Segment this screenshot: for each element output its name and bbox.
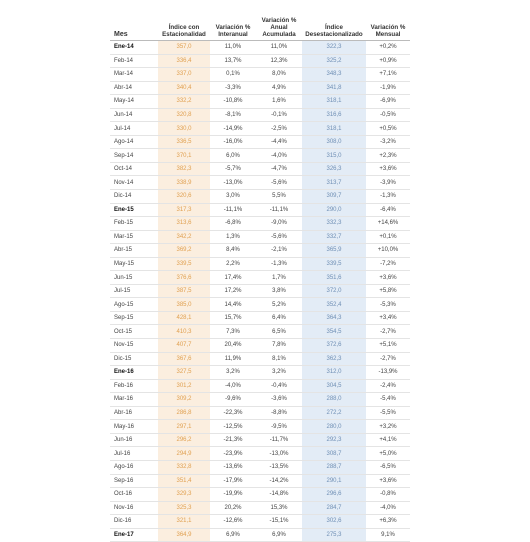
cell-indice-desestacionalizado: 302,6 bbox=[302, 515, 366, 529]
cell-variacion-anual-acumulada: -14,8% bbox=[256, 488, 302, 502]
table-row bbox=[110, 257, 410, 271]
header-variacion-anual-acumulada: Variación % Anual Acumulada bbox=[256, 4, 302, 41]
cell-indice-estacionalidad: 286,8 bbox=[158, 406, 210, 420]
cell-variacion-interanual: -22,3% bbox=[210, 406, 256, 420]
cell-variacion-anual-acumulada: -9,0% bbox=[256, 217, 302, 231]
cell-mes: Nov-16 bbox=[110, 501, 158, 515]
cell-indice-estacionalidad: 329,3 bbox=[158, 488, 210, 502]
cell-indice-estacionalidad: 342,2 bbox=[158, 230, 210, 244]
table-row bbox=[110, 149, 410, 163]
cell-variacion-anual-acumulada: -5,6% bbox=[256, 230, 302, 244]
cell-mes: Sep-15 bbox=[110, 311, 158, 325]
cell-variacion-mensual: -0,8% bbox=[366, 488, 410, 502]
cell-mes: Ene-17 bbox=[110, 528, 158, 542]
cell-variacion-anual-acumulada: -5,6% bbox=[256, 176, 302, 190]
cell-indice-desestacionalizado: 316,6 bbox=[302, 108, 366, 122]
cell-variacion-interanual: 17,2% bbox=[210, 284, 256, 298]
cell-indice-desestacionalizado: 332,7 bbox=[302, 230, 366, 244]
cell-variacion-interanual: 11,0% bbox=[210, 41, 256, 55]
cell-variacion-interanual: 6,0% bbox=[210, 149, 256, 163]
cell-indice-desestacionalizado: 309,7 bbox=[302, 190, 366, 204]
header-mes: Mes bbox=[110, 4, 158, 41]
cell-indice-desestacionalizado: 272,2 bbox=[302, 406, 366, 420]
cell-indice-desestacionalizado: 352,4 bbox=[302, 298, 366, 312]
table-row bbox=[110, 447, 410, 461]
cell-indice-desestacionalizado: 280,0 bbox=[302, 420, 366, 434]
cell-mes: May-15 bbox=[110, 257, 158, 271]
cell-variacion-mensual: +10,0% bbox=[366, 244, 410, 258]
cell-variacion-anual-acumulada: 6,5% bbox=[256, 325, 302, 339]
cell-variacion-mensual: +0,1% bbox=[366, 230, 410, 244]
cell-variacion-anual-acumulada: 1,7% bbox=[256, 271, 302, 285]
cell-indice-desestacionalizado: 292,3 bbox=[302, 433, 366, 447]
cell-variacion-mensual: +5,1% bbox=[366, 339, 410, 353]
cell-mes: Ene-16 bbox=[110, 366, 158, 380]
cell-variacion-anual-acumulada: -4,7% bbox=[256, 162, 302, 176]
cell-indice-desestacionalizado: 372,6 bbox=[302, 339, 366, 353]
cell-variacion-interanual: 2,2% bbox=[210, 257, 256, 271]
table-row bbox=[110, 203, 410, 217]
cell-variacion-anual-acumulada: -13,0% bbox=[256, 447, 302, 461]
cell-variacion-interanual: 1,3% bbox=[210, 230, 256, 244]
cell-indice-estacionalidad: 410,3 bbox=[158, 325, 210, 339]
table-header bbox=[110, 4, 410, 41]
cell-mes: May-16 bbox=[110, 420, 158, 434]
cell-variacion-mensual: -5,4% bbox=[366, 393, 410, 407]
cell-indice-estacionalidad: 428,1 bbox=[158, 311, 210, 325]
table-row bbox=[110, 488, 410, 502]
cell-indice-desestacionalizado: 313,7 bbox=[302, 176, 366, 190]
cell-variacion-interanual: 20,2% bbox=[210, 501, 256, 515]
cell-variacion-anual-acumulada: 3,8% bbox=[256, 284, 302, 298]
cell-mes: Feb-14 bbox=[110, 54, 158, 68]
cell-variacion-interanual: -13,6% bbox=[210, 460, 256, 474]
cell-variacion-interanual: -21,3% bbox=[210, 433, 256, 447]
table-row bbox=[110, 108, 410, 122]
cell-variacion-interanual: 15,7% bbox=[210, 311, 256, 325]
cell-variacion-mensual: -1,3% bbox=[366, 190, 410, 204]
cell-variacion-mensual: 9,1% bbox=[366, 528, 410, 542]
cell-indice-estacionalidad: 330,0 bbox=[158, 122, 210, 136]
cell-variacion-anual-acumulada: -4,0% bbox=[256, 149, 302, 163]
cell-variacion-mensual: -5,3% bbox=[366, 298, 410, 312]
cell-indice-desestacionalizado: 351,6 bbox=[302, 271, 366, 285]
cell-variacion-anual-acumulada: 3,2% bbox=[256, 366, 302, 380]
cell-variacion-interanual: -19,9% bbox=[210, 488, 256, 502]
cell-indice-desestacionalizado: 322,3 bbox=[302, 41, 366, 55]
table-row bbox=[110, 162, 410, 176]
cell-variacion-mensual: +0,9% bbox=[366, 54, 410, 68]
cell-mes: Abr-16 bbox=[110, 406, 158, 420]
cell-indice-desestacionalizado: 318,1 bbox=[302, 122, 366, 136]
cell-variacion-mensual: -2,4% bbox=[366, 379, 410, 393]
cell-indice-estacionalidad: 369,2 bbox=[158, 244, 210, 258]
table-row bbox=[110, 352, 410, 366]
cell-indice-estacionalidad: 337,0 bbox=[158, 68, 210, 82]
cell-variacion-interanual: -11,1% bbox=[210, 203, 256, 217]
cell-variacion-anual-acumulada: 15,3% bbox=[256, 501, 302, 515]
cell-indice-desestacionalizado: 308,0 bbox=[302, 135, 366, 149]
cell-variacion-anual-acumulada: -3,6% bbox=[256, 393, 302, 407]
cell-variacion-mensual: -13,9% bbox=[366, 366, 410, 380]
cell-variacion-interanual: 0,1% bbox=[210, 68, 256, 82]
cell-variacion-anual-acumulada: -9,5% bbox=[256, 420, 302, 434]
cell-indice-desestacionalizado: 348,3 bbox=[302, 68, 366, 82]
cell-variacion-interanual: -10,8% bbox=[210, 95, 256, 109]
table-row bbox=[110, 515, 410, 529]
cell-indice-desestacionalizado: 290,1 bbox=[302, 474, 366, 488]
cell-indice-desestacionalizado: 341,8 bbox=[302, 81, 366, 95]
cell-variacion-anual-acumulada: -13,5% bbox=[256, 460, 302, 474]
cell-indice-desestacionalizado: 312,0 bbox=[302, 366, 366, 380]
table-row bbox=[110, 379, 410, 393]
table-row bbox=[110, 298, 410, 312]
cell-variacion-interanual: -12,5% bbox=[210, 420, 256, 434]
cell-variacion-interanual: 3,0% bbox=[210, 190, 256, 204]
table-row bbox=[110, 474, 410, 488]
cell-variacion-interanual: -5,7% bbox=[210, 162, 256, 176]
cell-variacion-interanual: -16,0% bbox=[210, 135, 256, 149]
cell-variacion-mensual: -5,5% bbox=[366, 406, 410, 420]
cell-indice-desestacionalizado: 326,3 bbox=[302, 162, 366, 176]
cell-variacion-interanual: -8,1% bbox=[210, 108, 256, 122]
cell-variacion-mensual: +7,1% bbox=[366, 68, 410, 82]
cell-indice-desestacionalizado: 318,1 bbox=[302, 95, 366, 109]
cell-variacion-mensual: +3,4% bbox=[366, 311, 410, 325]
cell-variacion-mensual: -3,9% bbox=[366, 176, 410, 190]
cell-mes: Ago-15 bbox=[110, 298, 158, 312]
cell-indice-estacionalidad: 339,5 bbox=[158, 257, 210, 271]
cell-variacion-mensual: +14,6% bbox=[366, 217, 410, 231]
table-row bbox=[110, 135, 410, 149]
cell-variacion-anual-acumulada: -2,1% bbox=[256, 244, 302, 258]
cell-variacion-mensual: +5,8% bbox=[366, 284, 410, 298]
table-row bbox=[110, 501, 410, 515]
cell-mes: Nov-14 bbox=[110, 176, 158, 190]
table-row bbox=[110, 339, 410, 353]
cell-indice-estacionalidad: 332,2 bbox=[158, 95, 210, 109]
cell-mes: May-14 bbox=[110, 95, 158, 109]
cell-variacion-anual-acumulada: 6,4% bbox=[256, 311, 302, 325]
cell-variacion-mensual: -7,2% bbox=[366, 257, 410, 271]
cell-indice-estacionalidad: 382,3 bbox=[158, 162, 210, 176]
table-row bbox=[110, 217, 410, 231]
cell-variacion-mensual: +3,6% bbox=[366, 271, 410, 285]
cell-variacion-mensual: +5,0% bbox=[366, 447, 410, 461]
cell-variacion-anual-acumulada: -4,4% bbox=[256, 135, 302, 149]
cell-variacion-mensual: -6,4% bbox=[366, 203, 410, 217]
cell-variacion-interanual: 3,2% bbox=[210, 366, 256, 380]
cell-variacion-interanual: -14,9% bbox=[210, 122, 256, 136]
cell-indice-estacionalidad: 320,6 bbox=[158, 190, 210, 204]
cell-indice-desestacionalizado: 288,0 bbox=[302, 393, 366, 407]
cell-indice-desestacionalizado: 296,6 bbox=[302, 488, 366, 502]
table-row bbox=[110, 284, 410, 298]
cell-variacion-anual-acumulada: 5,2% bbox=[256, 298, 302, 312]
cell-mes: Feb-15 bbox=[110, 217, 158, 231]
table-row bbox=[110, 433, 410, 447]
cell-variacion-interanual: 11,9% bbox=[210, 352, 256, 366]
cell-variacion-interanual: -4,0% bbox=[210, 379, 256, 393]
cell-mes: Dic-16 bbox=[110, 515, 158, 529]
table-row bbox=[110, 176, 410, 190]
cell-variacion-anual-acumulada: -2,5% bbox=[256, 122, 302, 136]
cell-indice-estacionalidad: 332,8 bbox=[158, 460, 210, 474]
cell-variacion-anual-acumulada: 6,9% bbox=[256, 528, 302, 542]
cell-indice-desestacionalizado: 354,5 bbox=[302, 325, 366, 339]
indices-table bbox=[110, 4, 410, 542]
header-variacion-interanual: Variación % Interanual bbox=[210, 4, 256, 41]
cell-mes: Abr-15 bbox=[110, 244, 158, 258]
cell-variacion-mensual: -2,7% bbox=[366, 325, 410, 339]
table-row bbox=[110, 244, 410, 258]
table-row bbox=[110, 41, 410, 55]
cell-variacion-anual-acumulada: -11,7% bbox=[256, 433, 302, 447]
cell-mes: Jun-16 bbox=[110, 433, 158, 447]
cell-variacion-anual-acumulada: -8,8% bbox=[256, 406, 302, 420]
cell-variacion-interanual: 7,3% bbox=[210, 325, 256, 339]
cell-indice-estacionalidad: 351,4 bbox=[158, 474, 210, 488]
data-table-sheet bbox=[110, 4, 410, 542]
cell-indice-estacionalidad: 320,8 bbox=[158, 108, 210, 122]
cell-variacion-mensual: +3,6% bbox=[366, 474, 410, 488]
cell-indice-estacionalidad: 327,5 bbox=[158, 366, 210, 380]
table-row bbox=[110, 81, 410, 95]
cell-indice-desestacionalizado: 284,7 bbox=[302, 501, 366, 515]
cell-variacion-anual-acumulada: 5,5% bbox=[256, 190, 302, 204]
cell-variacion-anual-acumulada: -11,1% bbox=[256, 203, 302, 217]
cell-variacion-mensual: -2,7% bbox=[366, 352, 410, 366]
cell-indice-desestacionalizado: 315,0 bbox=[302, 149, 366, 163]
cell-indice-desestacionalizado: 332,3 bbox=[302, 217, 366, 231]
cell-mes: Dic-15 bbox=[110, 352, 158, 366]
cell-variacion-mensual: +3,2% bbox=[366, 420, 410, 434]
table-row bbox=[110, 311, 410, 325]
cell-variacion-anual-acumulada: -0,4% bbox=[256, 379, 302, 393]
cell-mes: Mar-15 bbox=[110, 230, 158, 244]
cell-mes: Ago-16 bbox=[110, 460, 158, 474]
cell-indice-desestacionalizado: 308,7 bbox=[302, 447, 366, 461]
cell-mes: Jun-14 bbox=[110, 108, 158, 122]
cell-variacion-anual-acumulada: 11,0% bbox=[256, 41, 302, 55]
cell-indice-estacionalidad: 367,6 bbox=[158, 352, 210, 366]
cell-variacion-interanual: -3,3% bbox=[210, 81, 256, 95]
table-row bbox=[110, 95, 410, 109]
cell-mes: Oct-15 bbox=[110, 325, 158, 339]
cell-indice-estacionalidad: 370,1 bbox=[158, 149, 210, 163]
cell-variacion-mensual: +2,3% bbox=[366, 149, 410, 163]
table-row bbox=[110, 406, 410, 420]
table-body bbox=[110, 41, 410, 542]
cell-variacion-interanual: 14,4% bbox=[210, 298, 256, 312]
cell-variacion-interanual: -12,6% bbox=[210, 515, 256, 529]
table-row bbox=[110, 54, 410, 68]
cell-indice-estacionalidad: 313,6 bbox=[158, 217, 210, 231]
cell-mes: Ago-14 bbox=[110, 135, 158, 149]
cell-indice-estacionalidad: 296,2 bbox=[158, 433, 210, 447]
cell-indice-estacionalidad: 321,1 bbox=[158, 515, 210, 529]
cell-variacion-anual-acumulada: 7,8% bbox=[256, 339, 302, 353]
cell-indice-estacionalidad: 336,4 bbox=[158, 54, 210, 68]
cell-variacion-anual-acumulada: 8,1% bbox=[256, 352, 302, 366]
cell-variacion-mensual: -1,9% bbox=[366, 81, 410, 95]
table-row bbox=[110, 271, 410, 285]
cell-variacion-mensual: -0,5% bbox=[366, 108, 410, 122]
cell-variacion-interanual: -13,0% bbox=[210, 176, 256, 190]
table-row bbox=[110, 325, 410, 339]
cell-indice-desestacionalizado: 339,5 bbox=[302, 257, 366, 271]
cell-indice-estacionalidad: 301,2 bbox=[158, 379, 210, 393]
cell-variacion-mensual: -6,5% bbox=[366, 460, 410, 474]
cell-mes: Feb-16 bbox=[110, 379, 158, 393]
cell-mes: Jul-14 bbox=[110, 122, 158, 136]
cell-variacion-mensual: +0,2% bbox=[366, 41, 410, 55]
table-row bbox=[110, 460, 410, 474]
cell-indice-desestacionalizado: 290,0 bbox=[302, 203, 366, 217]
cell-indice-estacionalidad: 385,0 bbox=[158, 298, 210, 312]
table-row bbox=[110, 122, 410, 136]
cell-variacion-mensual: +0,5% bbox=[366, 122, 410, 136]
cell-variacion-interanual: -6,8% bbox=[210, 217, 256, 231]
cell-variacion-interanual: 20,4% bbox=[210, 339, 256, 353]
table-row bbox=[110, 528, 410, 542]
cell-variacion-interanual: -9,6% bbox=[210, 393, 256, 407]
cell-indice-desestacionalizado: 325,2 bbox=[302, 54, 366, 68]
table-row bbox=[110, 366, 410, 380]
cell-mes: Sep-14 bbox=[110, 149, 158, 163]
cell-variacion-interanual: -17,9% bbox=[210, 474, 256, 488]
table-row bbox=[110, 190, 410, 204]
cell-variacion-mensual: +3,6% bbox=[366, 162, 410, 176]
cell-mes: Mar-16 bbox=[110, 393, 158, 407]
cell-indice-estacionalidad: 376,6 bbox=[158, 271, 210, 285]
cell-indice-desestacionalizado: 365,9 bbox=[302, 244, 366, 258]
cell-variacion-anual-acumulada: -1,3% bbox=[256, 257, 302, 271]
cell-mes: Jul-16 bbox=[110, 447, 158, 461]
cell-variacion-anual-acumulada: -15,1% bbox=[256, 515, 302, 529]
cell-variacion-mensual: -6,9% bbox=[366, 95, 410, 109]
header-variacion-mensual: Variación % Mensual bbox=[366, 4, 410, 41]
cell-mes: Ene-14 bbox=[110, 41, 158, 55]
cell-indice-estacionalidad: 387,5 bbox=[158, 284, 210, 298]
cell-variacion-anual-acumulada: -0,1% bbox=[256, 108, 302, 122]
cell-indice-estacionalidad: 338,9 bbox=[158, 176, 210, 190]
cell-variacion-interanual: 8,4% bbox=[210, 244, 256, 258]
cell-mes: Abr-14 bbox=[110, 81, 158, 95]
cell-indice-desestacionalizado: 362,3 bbox=[302, 352, 366, 366]
table-row bbox=[110, 393, 410, 407]
cell-variacion-anual-acumulada: 12,3% bbox=[256, 54, 302, 68]
cell-variacion-mensual: +6,3% bbox=[366, 515, 410, 529]
cell-variacion-interanual: 6,9% bbox=[210, 528, 256, 542]
cell-indice-estacionalidad: 357,0 bbox=[158, 41, 210, 55]
header-indice-estacionalidad: Índice con Estacionalidad bbox=[158, 4, 210, 41]
cell-indice-estacionalidad: 294,9 bbox=[158, 447, 210, 461]
cell-indice-estacionalidad: 317,3 bbox=[158, 203, 210, 217]
cell-indice-estacionalidad: 309,2 bbox=[158, 393, 210, 407]
cell-mes: Ene-15 bbox=[110, 203, 158, 217]
cell-variacion-mensual: +4,1% bbox=[366, 433, 410, 447]
table-row bbox=[110, 68, 410, 82]
header-row bbox=[110, 4, 410, 41]
cell-variacion-anual-acumulada: 1,6% bbox=[256, 95, 302, 109]
cell-indice-estacionalidad: 340,4 bbox=[158, 81, 210, 95]
cell-mes: Nov-15 bbox=[110, 339, 158, 353]
cell-indice-estacionalidad: 325,3 bbox=[158, 501, 210, 515]
cell-variacion-anual-acumulada: 4,9% bbox=[256, 81, 302, 95]
cell-indice-estacionalidad: 407,7 bbox=[158, 339, 210, 353]
cell-variacion-interanual: -23,9% bbox=[210, 447, 256, 461]
cell-mes: Mar-14 bbox=[110, 68, 158, 82]
cell-mes: Oct-16 bbox=[110, 488, 158, 502]
cell-variacion-mensual: -3,2% bbox=[366, 135, 410, 149]
cell-variacion-interanual: 13,7% bbox=[210, 54, 256, 68]
cell-indice-desestacionalizado: 275,3 bbox=[302, 528, 366, 542]
cell-variacion-anual-acumulada: -14,2% bbox=[256, 474, 302, 488]
cell-indice-estacionalidad: 364,9 bbox=[158, 528, 210, 542]
cell-indice-estacionalidad: 336,5 bbox=[158, 135, 210, 149]
cell-mes: Dic-14 bbox=[110, 190, 158, 204]
cell-mes: Sep-16 bbox=[110, 474, 158, 488]
cell-mes: Jun-15 bbox=[110, 271, 158, 285]
cell-indice-desestacionalizado: 372,0 bbox=[302, 284, 366, 298]
cell-mes: Jul-15 bbox=[110, 284, 158, 298]
cell-variacion-anual-acumulada: 8,0% bbox=[256, 68, 302, 82]
header-indice-desestacionalizado: Índice Desestacionalizado bbox=[302, 4, 366, 41]
cell-variacion-interanual: 17,4% bbox=[210, 271, 256, 285]
table-row bbox=[110, 230, 410, 244]
cell-indice-desestacionalizado: 364,3 bbox=[302, 311, 366, 325]
cell-variacion-mensual: -4,0% bbox=[366, 501, 410, 515]
cell-mes: Oct-14 bbox=[110, 162, 158, 176]
cell-indice-desestacionalizado: 304,5 bbox=[302, 379, 366, 393]
cell-indice-estacionalidad: 297,1 bbox=[158, 420, 210, 434]
table-row bbox=[110, 420, 410, 434]
cell-indice-desestacionalizado: 288,7 bbox=[302, 460, 366, 474]
